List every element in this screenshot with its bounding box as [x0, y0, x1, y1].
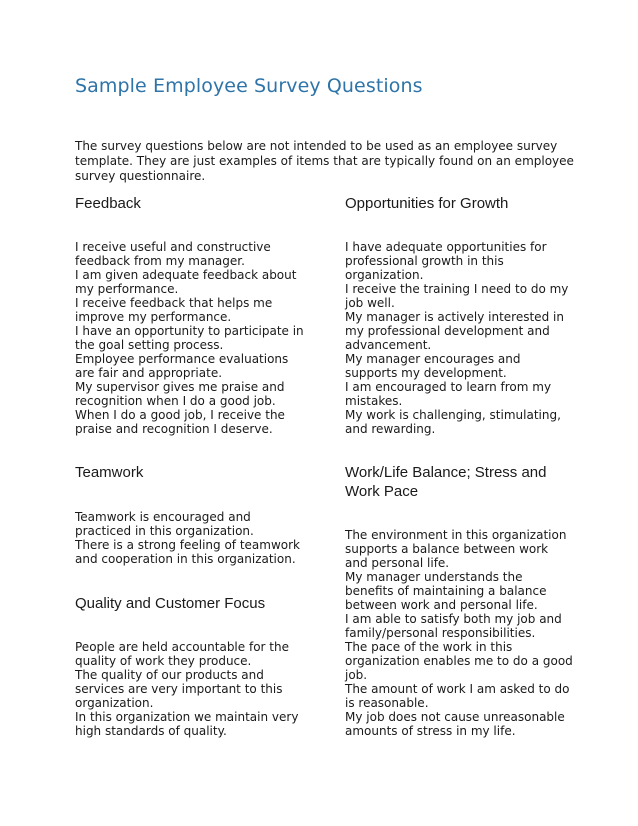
list-item: Teamwork is encouraged and practiced in this organization.: [75, 510, 254, 538]
intro-paragraph: The survey questions below are not intended to be used as an employee survey template. They are just examples of items that are typically found on an employee survey questionnaire.: [75, 139, 574, 183]
list-item: People are held accountable for the quality of work they produce.: [75, 640, 289, 668]
list-item: I am given adequate feedback about my performance.: [75, 268, 297, 296]
section-heading-feedback: Feedback: [75, 195, 141, 212]
list-item: My work is challenging, stimulating, and rewarding.: [345, 408, 561, 436]
section-list-quality: [75, 640, 307, 738]
list-item: The environment in this organization supports a balance between work and personal life.: [345, 528, 567, 570]
section-list-growth: [345, 240, 573, 436]
list-item: I am encouraged to learn from my mistakes.: [345, 380, 552, 408]
list-item: I receive the training I need to do my job well.: [345, 282, 569, 310]
list-item: My manager is actively interested in my professional development and advancement.: [345, 310, 564, 352]
list-item: In this organization we maintain very high standards of quality.: [75, 710, 299, 738]
list-item: My supervisor gives me praise and recognition when I do a good job.: [75, 380, 285, 408]
list-item: I am able to satisfy both my job and family/personal responsibilities.: [345, 612, 562, 640]
list-item: Employee performance evaluations are fair and appropriate.: [75, 352, 289, 380]
list-item: I receive useful and constructive feedback from my manager.: [75, 240, 271, 268]
list-item: My job does not cause unreasonable amounts of stress in my life.: [345, 710, 565, 738]
section-list-worklife: [345, 528, 573, 738]
section-list-feedback: [75, 240, 307, 436]
section-heading-growth: Opportunities for Growth: [345, 195, 509, 212]
list-item: There is a strong feeling of teamwork and cooperation in this organization.: [75, 538, 301, 566]
list-item: I receive feedback that helps me improve my performance.: [75, 296, 273, 324]
list-item: My manager understands the benefits of maintaining a balance between work and personal life.: [345, 570, 547, 612]
page-title: Sample Employee Survey Questions: [75, 75, 423, 97]
list-item: My manager encourages and supports my development.: [345, 352, 521, 380]
list-item: When I do a good job, I receive the praise and recognition I deserve.: [75, 408, 285, 436]
section-list-teamwork: [75, 510, 307, 566]
list-item: The amount of work I am asked to do is reasonable.: [345, 682, 570, 710]
section-heading-worklife: Work/Life Balance; Stress and Work Pace: [345, 464, 547, 500]
list-item: The pace of the work in this organization enables me to do a good job.: [345, 640, 573, 682]
list-item: The quality of our products and services are very important to this organization.: [75, 668, 283, 710]
list-item: I have adequate opportunities for professional growth in this organization.: [345, 240, 547, 282]
list-item: I have an opportunity to participate in the goal setting process.: [75, 324, 304, 352]
section-heading-teamwork: Teamwork: [75, 464, 144, 481]
section-heading-quality: Quality and Customer Focus: [75, 595, 266, 612]
